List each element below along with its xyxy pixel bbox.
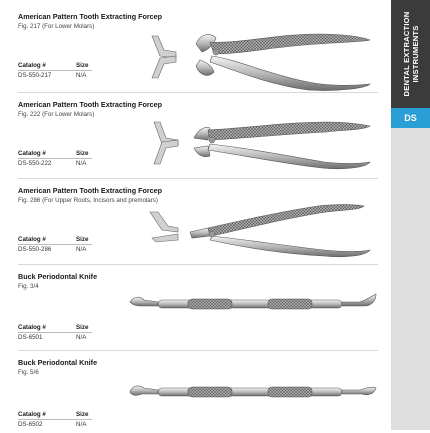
category-title-line1: DENTAL EXTRACTION — [401, 11, 411, 97]
product-meta — [18, 324, 98, 346]
product-title: Buck Periodontal Knife — [18, 358, 98, 367]
size-value: N/A — [76, 421, 87, 428]
product-ds-550-286 — [18, 186, 378, 258]
catalog-label: Catalog # — [18, 62, 46, 69]
size-label: Size — [76, 324, 89, 331]
catalog-number: DS-550-222 — [18, 160, 52, 167]
size-value: N/A — [76, 160, 87, 167]
meta-rule — [18, 332, 92, 333]
catalog-label: Catalog # — [18, 411, 46, 418]
upper-root-forcep-icon — [138, 198, 378, 264]
size-value: N/A — [76, 246, 87, 253]
product-ds-550-217 — [18, 12, 378, 84]
category-title — [391, 0, 430, 108]
size-value: N/A — [76, 72, 87, 79]
product-figure: Fig. 286 (For Upper Roots, Incisors and premolars) — [18, 197, 158, 204]
product-figure: Fig. 222 (For Lower Molars) — [18, 111, 95, 118]
category-title-line2: INSTRUMENTS — [410, 25, 420, 83]
catalog-number: DS-550-286 — [18, 246, 52, 253]
size-label: Size — [76, 411, 89, 418]
size-value: N/A — [76, 334, 87, 341]
size-label: Size — [76, 62, 89, 69]
product-meta — [18, 236, 98, 258]
catalog-label: Catalog # — [18, 150, 46, 157]
product-divider — [18, 350, 378, 351]
product-title: Buck Periodontal Knife — [18, 272, 98, 281]
product-figure: Fig. 3/4 — [18, 283, 39, 290]
product-title: American Pattern Tooth Extracting Forcep — [18, 100, 163, 109]
product-divider — [18, 264, 378, 265]
meta-rule — [18, 158, 92, 159]
product-divider — [18, 92, 378, 93]
catalog-number: DS-550-217 — [18, 72, 52, 79]
product-ds-550-222 — [18, 100, 378, 172]
lower-molar-forcep-icon — [138, 108, 378, 178]
product-meta — [18, 62, 98, 84]
product-ds-6501 — [18, 272, 378, 344]
product-figure: Fig. 5/6 — [18, 369, 39, 376]
product-figure: Fig. 217 (For Lower Molars) — [18, 23, 95, 30]
category-sidebar — [391, 0, 430, 430]
category-title-block — [391, 0, 430, 108]
meta-rule — [18, 70, 92, 71]
catalog-label: Catalog # — [18, 324, 46, 331]
product-ds-6502 — [18, 358, 378, 430]
product-title: American Pattern Tooth Extracting Forcep — [18, 186, 163, 195]
product-title: American Pattern Tooth Extracting Forcep — [18, 12, 163, 21]
periodontal-knife-icon — [128, 380, 378, 404]
category-tab-ds[interactable]: DS — [391, 108, 430, 128]
size-label: Size — [76, 150, 89, 157]
size-label: Size — [76, 236, 89, 243]
periodontal-knife-icon — [128, 292, 378, 316]
catalog-label: Catalog # — [18, 236, 46, 243]
product-divider — [18, 178, 378, 179]
meta-rule — [18, 244, 92, 245]
lower-molar-forcep-icon — [138, 22, 378, 92]
product-meta — [18, 150, 98, 172]
catalog-number: DS-6501 — [18, 334, 43, 341]
catalog-number: DS-6502 — [18, 421, 43, 428]
meta-rule — [18, 419, 92, 420]
